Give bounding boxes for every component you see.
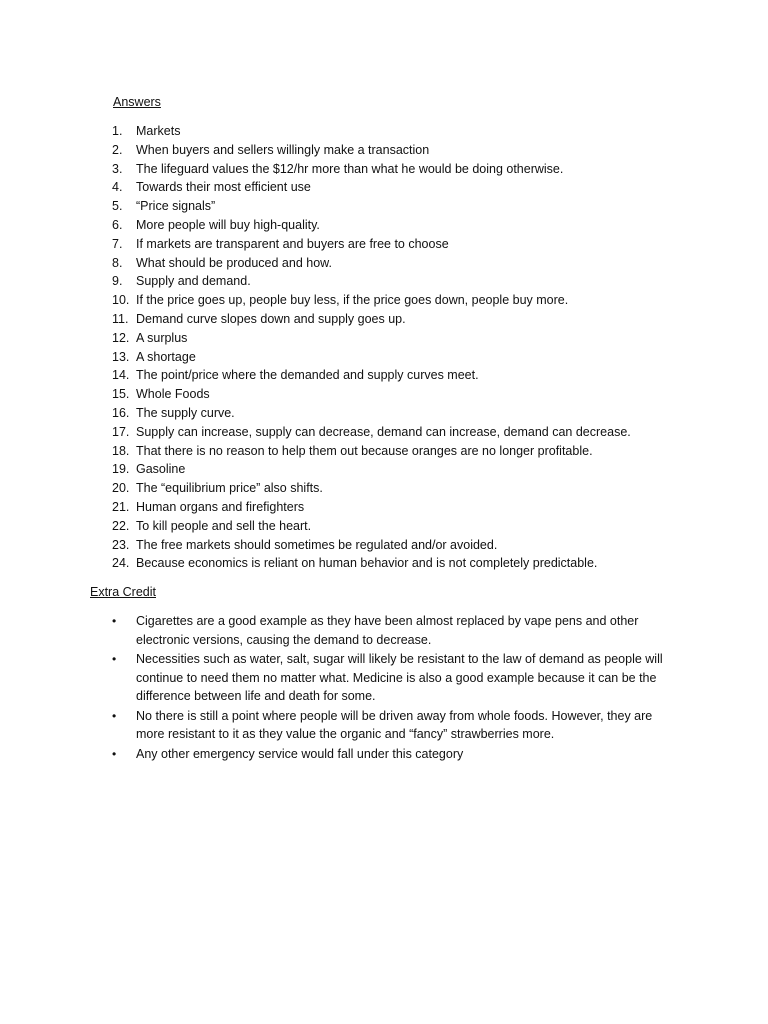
answer-number: 6.: [112, 217, 123, 232]
answer-text: The supply curve.: [136, 405, 235, 420]
answer-item: [112, 460, 732, 479]
bullet-icon: •: [112, 614, 117, 628]
answer-item: [112, 235, 732, 254]
answer-item: [112, 254, 732, 273]
answer-text: That there is no reason to help them out because oranges are no longer profitable.: [136, 443, 593, 458]
extra-credit-item: [112, 707, 668, 744]
answer-number: 19.: [112, 462, 130, 477]
bullet-icon: •: [112, 746, 117, 761]
answer-text: Because economics is reliant on human behavior and is not completely predictable.: [136, 556, 598, 571]
answer-number: 11.: [112, 311, 129, 326]
answer-number: 10.: [112, 293, 130, 308]
answer-text: If markets are transparent and buyers are free to choose: [136, 236, 449, 251]
answer-text: To kill people and sell the heart.: [136, 518, 312, 533]
answer-text: The lifeguard values the $12/hr more than what he would be doing otherwise.: [136, 161, 564, 176]
answer-item: [112, 404, 732, 423]
answer-item: [112, 348, 732, 367]
answer-item: [112, 479, 732, 498]
answer-number: 3.: [112, 161, 123, 176]
answer-item: [112, 178, 732, 197]
answer-text: Supply and demand.: [136, 274, 251, 289]
extra-credit-text: Necessities such as water, salt, sugar will likely be resistant to the law of demand as people will continue to need them no matter what. Medicine is also a good example because it can be the difference between life and death for some.: [136, 652, 663, 703]
answer-number: 1.: [112, 124, 123, 138]
answer-number: 21.: [112, 499, 130, 514]
answer-item: [112, 442, 732, 461]
answer-number: 16.: [112, 405, 130, 420]
answer-number: 13.: [112, 349, 130, 364]
bullet-icon: •: [112, 708, 117, 723]
answer-number: 5.: [112, 199, 123, 214]
answers-list: [112, 122, 732, 573]
answer-number: 22.: [112, 518, 130, 533]
bullet-icon: •: [112, 652, 117, 666]
answer-text: More people will buy high-quality.: [136, 217, 320, 232]
answer-item: [112, 423, 732, 442]
extra-credit-item: [112, 650, 668, 706]
answer-text: Demand curve slopes down and supply goes up.: [136, 311, 406, 326]
answer-item: [112, 272, 732, 291]
answer-text: Markets: [136, 124, 181, 138]
extra-credit-text: Any other emergency service would fall under this category: [136, 746, 464, 761]
answer-text: The free markets should sometimes be regulated and/or avoided.: [136, 537, 498, 552]
extra-credit-text: No there is still a point where people will be driven away from whole foods. However, they are more resistant to it as they value the organic and “fancy” strawberries more.: [136, 708, 653, 741]
answer-text: “Price signals”: [136, 199, 216, 214]
answer-text: A shortage: [136, 349, 196, 364]
answer-item: [112, 385, 732, 404]
answer-text: Supply can increase, supply can decrease, demand can increase, demand can decrease.: [136, 424, 631, 439]
answer-text: The “equilibrium price” also shifts.: [136, 481, 323, 496]
answer-number: 17.: [112, 424, 130, 439]
answer-number: 9.: [112, 274, 123, 289]
answer-number: 20.: [112, 481, 130, 496]
answer-item: [112, 498, 732, 517]
answer-number: 18.: [112, 443, 130, 458]
answer-text: Towards their most efficient use: [136, 180, 311, 195]
answer-number: 8.: [112, 255, 123, 270]
extra-credit-item: [112, 745, 668, 764]
extra-credit-item: [112, 612, 668, 649]
answer-text: Gasoline: [136, 462, 186, 477]
answer-item: [112, 554, 732, 573]
answer-text: Human organs and firefighters: [136, 499, 305, 514]
extra-credit-text: Cigarettes are a good example as they have been almost replaced by vape pens and other electronic versions, causing the demand to decrease.: [136, 614, 639, 647]
answer-number: 23.: [112, 537, 130, 552]
answer-number: 14.: [112, 368, 130, 383]
answer-text: When buyers and sellers willingly make a transaction: [136, 142, 430, 157]
answer-item: [112, 141, 732, 160]
answer-number: 12.: [112, 330, 130, 345]
answer-item: [112, 366, 732, 385]
answer-text: If the price goes up, people buy less, if the price goes down, people buy more.: [136, 293, 569, 308]
answer-item: [112, 517, 732, 536]
extra-credit-heading: Extra Credit: [90, 585, 156, 599]
answer-item: [112, 197, 732, 216]
answer-item: [112, 160, 732, 179]
answer-item: [112, 216, 732, 235]
answer-text: What should be produced and how.: [136, 255, 332, 270]
answer-item: [112, 536, 732, 555]
answer-number: 4.: [112, 180, 123, 195]
answer-text: Whole Foods: [136, 387, 210, 402]
answer-text: A surplus: [136, 330, 188, 345]
answer-number: 2.: [112, 142, 123, 157]
answer-item: [112, 310, 732, 329]
answer-number: 7.: [112, 236, 123, 251]
answer-text: The point/price where the demanded and supply curves meet.: [136, 368, 479, 383]
answer-item: [112, 122, 732, 141]
answer-number: 24.: [112, 556, 130, 571]
answer-number: 15.: [112, 387, 130, 402]
answer-item: [112, 329, 732, 348]
answer-item: [112, 291, 732, 310]
answers-heading: Answers: [113, 95, 161, 109]
extra-credit-list: [112, 612, 668, 764]
